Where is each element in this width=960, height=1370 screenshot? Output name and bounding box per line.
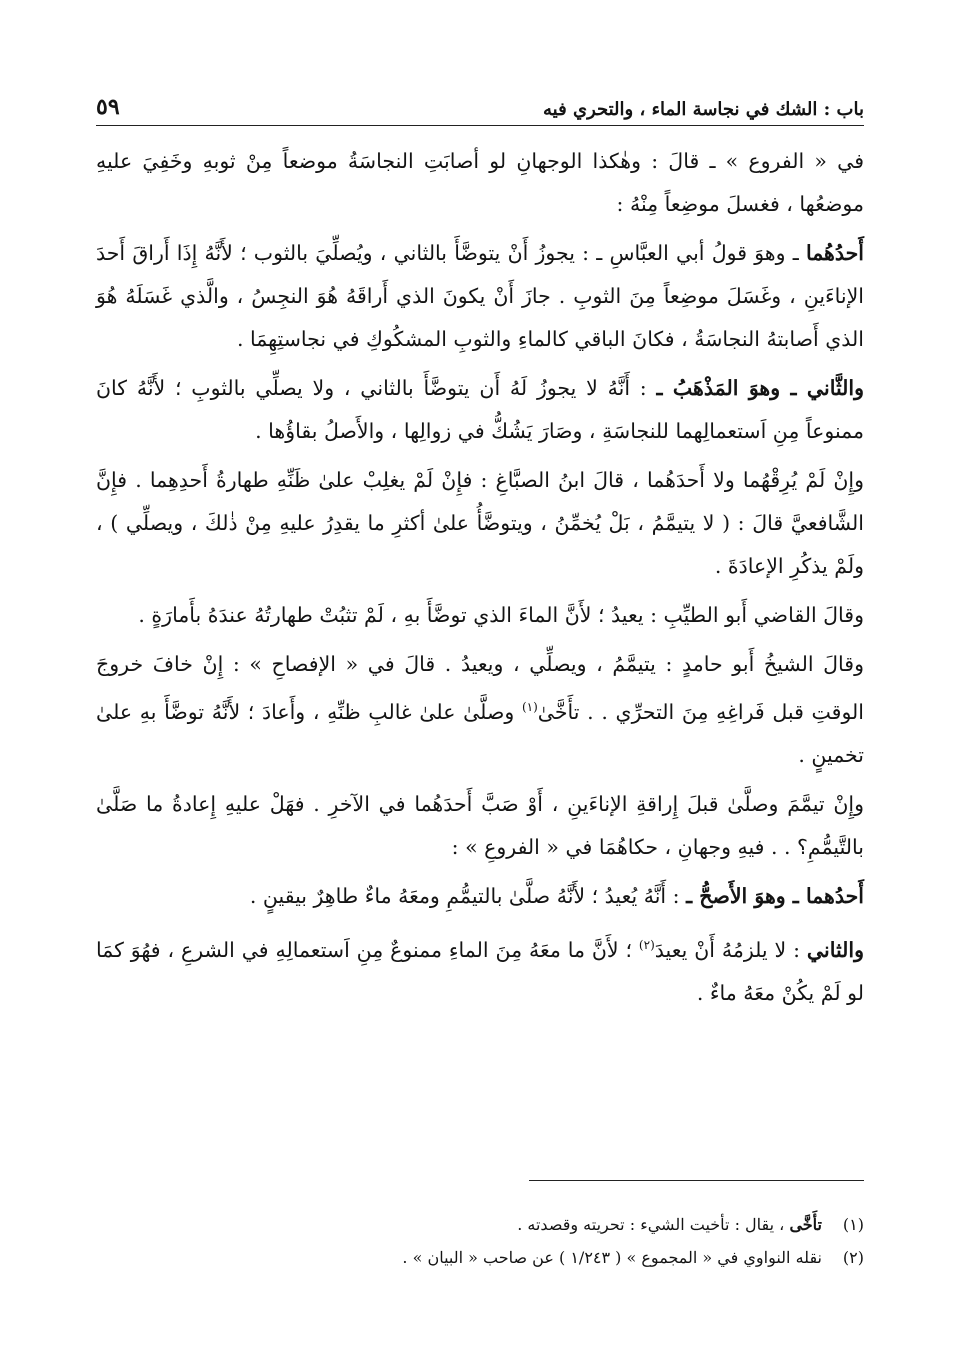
footnote-term: تأَخَّى <box>789 1215 822 1234</box>
paragraph-9 <box>96 924 864 1015</box>
footnote-body <box>517 1208 822 1241</box>
paragraph-lead: والثاني <box>806 937 864 962</box>
footnote-text: ، يقال : تأخيت الشيء : تحريته وقصدته . <box>517 1215 785 1234</box>
paragraph-text: وصلَّىٰ علىٰ غالبِ ظنِّهِ ، وأَعادَ ؛ لأَنَّهُ توضَّأَ بهِ علىٰ تخمينٍ . <box>96 699 864 767</box>
running-header <box>96 84 864 120</box>
footnote-marker-2[interactable]: (٢) <box>638 937 655 952</box>
paragraph-text: وقالَ الشيخُ أَبو حامدٍ : يتيمَّمُ ، ويصلِّي ، ويعيدُ . قالَ في « الإفصاحِ » : إِنْ خافَ خروجَ الوقتِ قبل فَراغِهِ مِنَ التحرِّي . . تأَخَّىٰ <box>96 652 864 724</box>
paragraph-text: وإِنْ لَمْ يُرِقْهُما ولا أَحدَهُما ، قالَ ابنُ الصبَّاغِ : فإِنْ لَمْ يغلِبْ علىٰ ظَنِّهِ طهارةُ أَحدِهِما . فإِنَّ الشَّافعيَّ قالَ : ( لا يتيمَّمُ ، بَلْ يُخمِّنُ ، ويتوضَّأُ علىٰ أكثرِ ما يقدِرُ عليهِ مِنْ ذٰلكَ ، ويصلِّي ) ، ولَمْ يذكُرِ الإعادَةَ . <box>96 468 864 578</box>
footnote-number: (١) <box>842 1215 864 1234</box>
footnote-1 <box>96 1208 864 1241</box>
footnote-number: (٢) <box>842 1248 864 1267</box>
paragraph-4 <box>96 459 864 588</box>
footnote-text: نقله النواوي في « المجموع » ( ١/٢٤٣ ) عن صاحب « البيان » . <box>402 1248 822 1267</box>
paragraph-5 <box>96 594 864 637</box>
paragraph-3 <box>96 367 864 453</box>
paragraph-6 <box>96 643 864 777</box>
footnote-marker-1[interactable]: (١) <box>521 700 538 714</box>
paragraph-text: ـ وهوَ قولُ أبي العبَّاسِ ـ : يجوزُ أَنْ يتوضَّأَ بالثاني ، ويُصلِّيَ بالثوب ؛ لأَنَّهُ إِذَا أَراقَ أَحدَ الإناءَينِ ، وغَسَلَ موضِعاً مِنَ الثوبِ . جازَ أَنْ يكونَ الذي أَراقَهُ هُوَ النجِسُ ، والَّذي غَسَلَهُ هُوَ الذي أَصابتهُ النجاسَةُ ، فكانَ الباقي كالماءِ والثوبِ المشكُوكِ في نجاستِهِمَا . <box>96 241 864 351</box>
paragraph-text: في « الفروع » ـ قالَ : وهٰكذا الوجهانِ لو أصابَتِ النجاسَةُ موضعاً مِنْ ثوبهِ وخَفِيَ عليهِ موضعُها ، فغسلَ موضِعاً مِنْهُ : <box>96 149 864 216</box>
paragraph-text: ؛ لأَنَّ ما معَهُ مِنَ الماءِ ممنوعٌ مِنِ اَستعمالِهِ في الشرعِ ، فهُوَ كمَا لو لَمْ يكُنْ معَهُ ماءٌ . <box>96 937 864 1005</box>
footnote-2 <box>96 1241 864 1274</box>
paragraph-8 <box>96 875 864 918</box>
paragraph-text: : أَنَّهُ يُعيدُ ؛ لأَنَّهُ صلَّىٰ بالتيمُّمِ ومعَهُ ماءٌ طاهِرٌ بيقينٍ . <box>249 883 687 908</box>
paragraph-1 <box>96 140 864 226</box>
paragraph-lead: والثَّاني ـ وهوَ المَذْهَبُ ـ <box>656 376 864 400</box>
header-title: باب : الشك في نجاسة الماء ، والتحري فيه <box>543 99 864 120</box>
footnote-rule <box>529 1180 864 1181</box>
footnotes <box>96 1208 864 1274</box>
paragraph-text: وقالَ القاضي أَبو الطيِّبِ : يعيدُ ؛ لأَنَّ الماءَ الذي توضَّأَ بهِ ، لَمْ تثبُتْ طهارتُهُ عندَهُ بأَمارَةٍ . <box>138 603 864 627</box>
paragraph-lead: أَحدُهُما <box>805 241 864 265</box>
paragraph-2 <box>96 232 864 361</box>
footnote-body <box>402 1241 822 1274</box>
header-rule <box>96 125 864 126</box>
paragraph-7 <box>96 783 864 869</box>
page-number: ٥٩ <box>96 94 120 120</box>
paragraph-text: : لا يلزمُهُ أَنْ يعيدَ <box>654 937 807 962</box>
paragraph-text: وإِنْ تيمَّمَ وصلَّىٰ قبلَ إِراقةِ الإناءَينِ ، أَوْ صَبَّ أَحدَهُما في الآخرِ . فهَلْ عليهِ إِعادةُ ما صَلَّىٰ بالتَّيمُّمِ؟ . . فيهِ وجهانِ ، حكاهُمَا في « الفروعِ » : <box>96 791 864 859</box>
main-text <box>96 140 864 1021</box>
paragraph-lead: أَحدُهما ـ وهوَ الأَصحُّ ـ <box>686 883 864 908</box>
paragraph-text: : أَنَّهُ لا يجوزُ لَهُ أَن يتوضَّأَ بالثاني ، ولا يصلِّي بالثوبِ ؛ لأَنَّهُ كانَ ممنوعاً مِنِ اَستعمالِهما للنجاسَةِ ، وصَارَ يَشُكُّ في زوالِها ، والأَصلُ بقاؤُها . <box>96 376 864 443</box>
